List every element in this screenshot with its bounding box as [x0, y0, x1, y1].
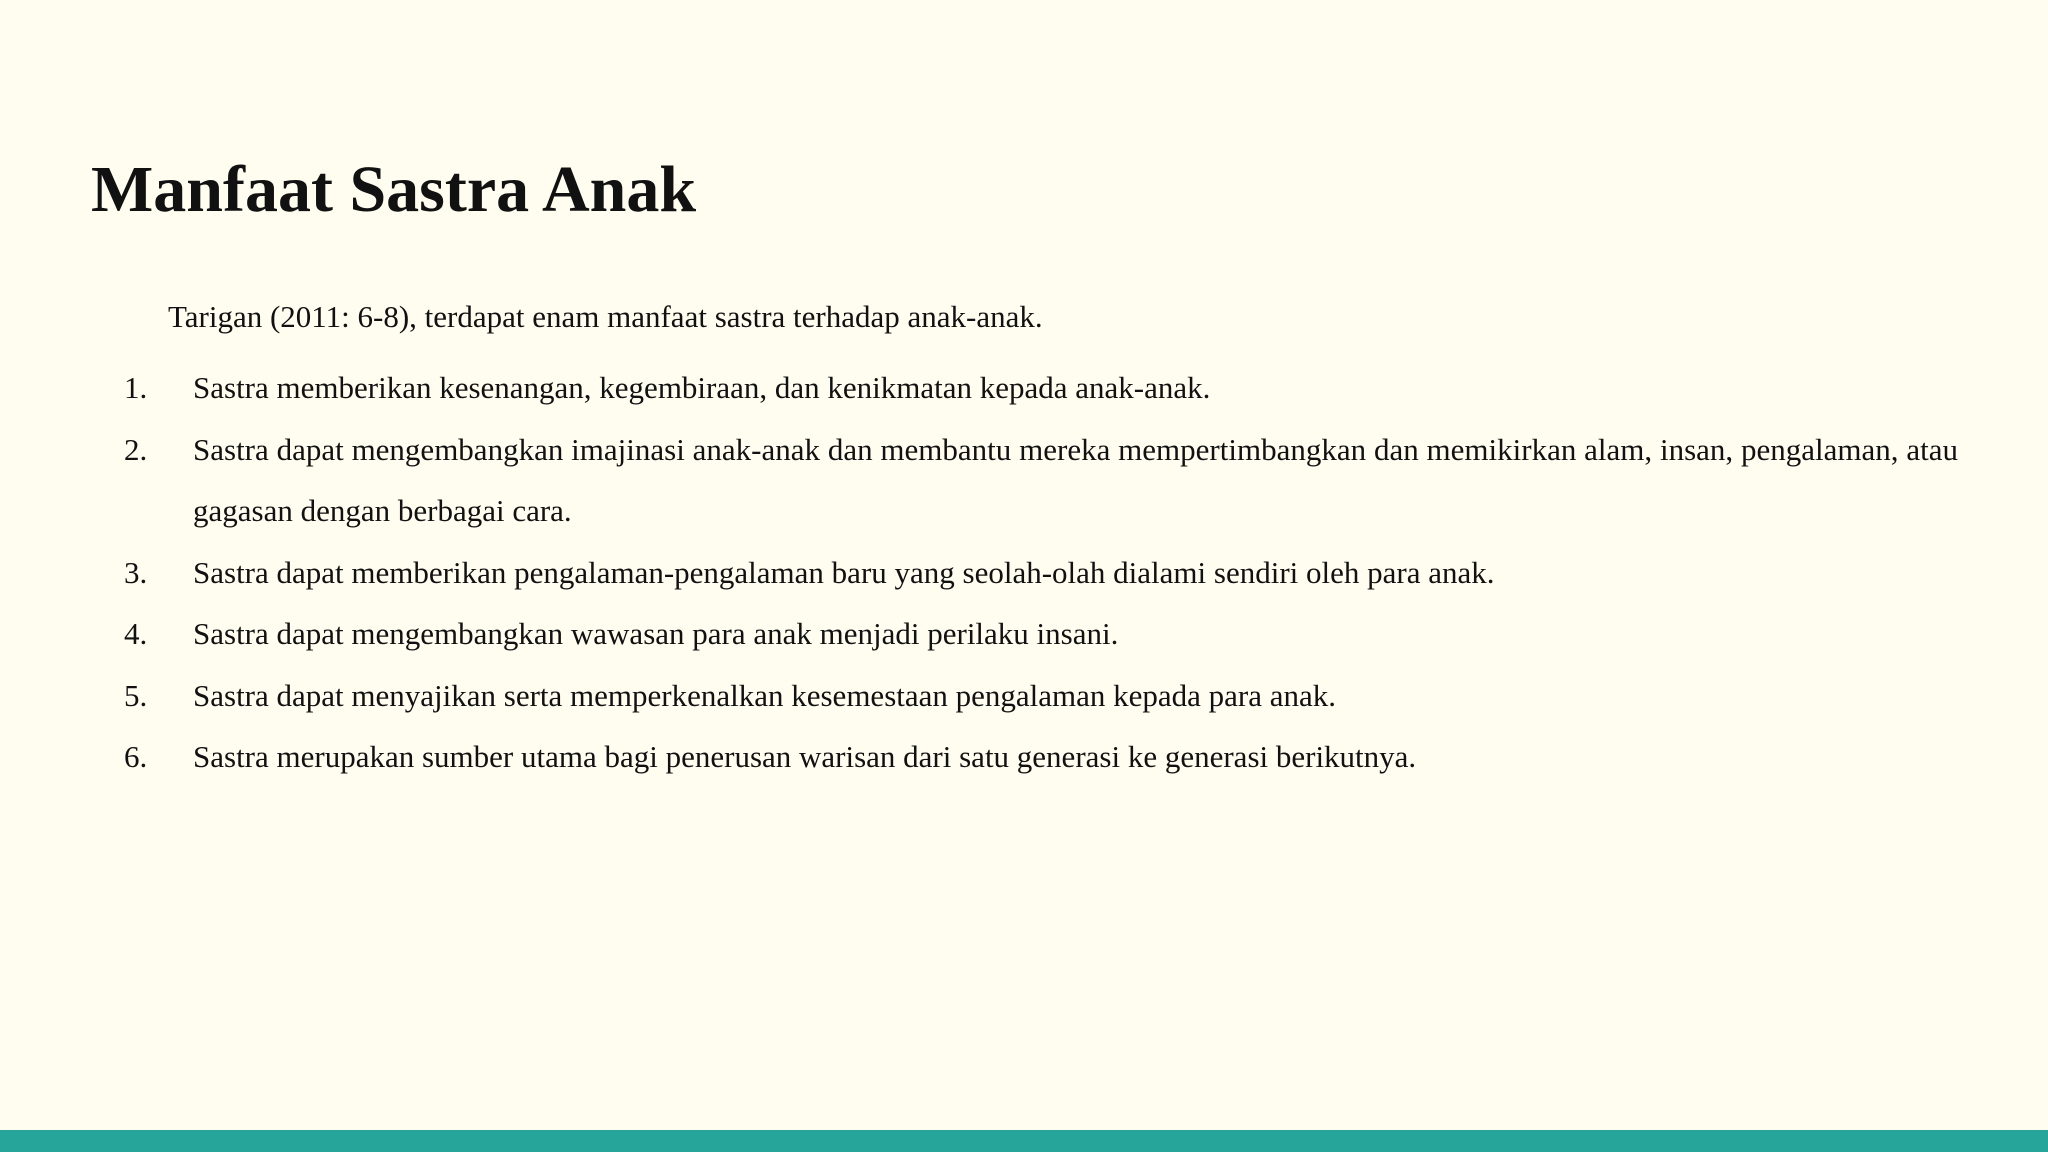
list-item	[0, 419, 2048, 542]
list-item-text: Sastra dapat memberikan pengalaman-pengalaman baru yang seolah-olah dialami sendiri oleh para anak.	[193, 554, 1495, 590]
list-item-number: 6.	[124, 739, 148, 774]
slide-title: Manfaat Sastra Anak	[91, 153, 697, 226]
list-item-text: Sastra merupakan sumber utama bagi penerusan warisan dari satu generasi ke generasi berikutnya.	[193, 739, 1417, 774]
list-item-number: 4.	[124, 616, 148, 651]
list-item-number: 2.	[124, 431, 148, 467]
footer-accent-bar	[0, 1130, 2048, 1152]
list-item-text: Sastra dapat mengembangkan imajinasi anak-anak dan membantu mereka mempertimbangkan dan memikirkan alam, insan, pengalaman, atau gagasan dengan berbagai cara.	[193, 431, 1958, 528]
list-item	[0, 665, 2048, 727]
list-item-number: 1.	[124, 370, 148, 405]
list-item-text: Sastra dapat mengembangkan wawasan para anak menjadi perilaku insani.	[193, 616, 1119, 651]
intro-text: Tarigan (2011: 6-8), terdapat enam manfaat sastra terhadap anak-anak.	[168, 299, 1043, 334]
benefits-list	[0, 357, 2048, 788]
list-item-number: 3.	[124, 554, 148, 590]
list-item	[0, 726, 2048, 788]
list-item-text: Sastra memberikan kesenangan, kegembiraan, dan kenikmatan kepada anak-anak.	[193, 370, 1211, 405]
list-item	[0, 603, 2048, 665]
list-item	[0, 542, 2048, 604]
list-item-number: 5.	[124, 677, 148, 713]
list-item-text: Sastra dapat menyajikan serta memperkenalkan kesemestaan pengalaman kepada para anak.	[193, 677, 1337, 713]
list-item	[0, 357, 2048, 419]
